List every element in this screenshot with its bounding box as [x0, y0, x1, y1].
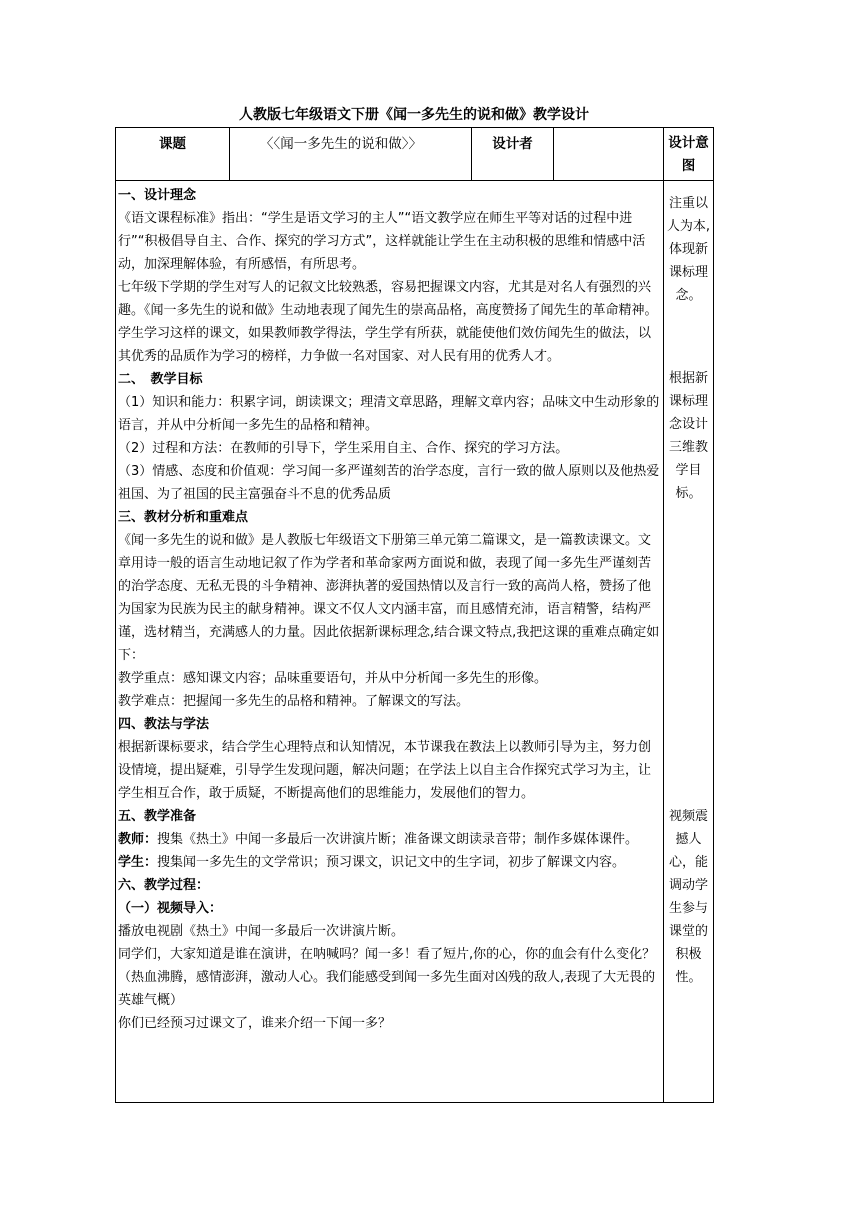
student-label: 学生： — [118, 855, 158, 870]
intent-note: 视频震撼人心，能调动学生参与课堂的积极性。 — [668, 809, 708, 985]
paragraph — [118, 851, 661, 874]
paragraph: （1）知识和能力：积累字词，朗读课文；理清文章思路，理解文章内容；品味文中生动形象的语言，并从中分析闻一多先生的品格和精神。 — [118, 395, 660, 433]
paragraph: 根据新课标要求，结合学生心理特点和认知情况，本节课我在教法上以教师引导为主，努力创设情境，提出疑难，引导学生发现问题，解决问题；在学法上以自主合作探究式学习为主，让学生相互合作，敢于质疑，不断提高他们的思维能力，发展他们的智力。 — [118, 740, 652, 801]
intent-note: 根据新课标理念设计三维教学目标。 — [668, 371, 708, 501]
main-content — [116, 181, 664, 1103]
paragraph: 《语文课程标准》指出：“学生是语文学习的主人”“语文教学应在师生平等对话的过程中进行”“积极倡导自主、合作、探究的学习方式”，这样就能让学生在主动积极的思维和情感中活动，加深理解体验，有所感悟，有所思考。 — [118, 211, 646, 272]
paragraph: 《闻一多先生的说和做》是人教版七年级语文下册第三单元第二篇课文，是一篇教读课文。文章用诗一般的语言生动地记叙了作为学者和革命家两方面说和做，表现了闻一多先生严谨刻苦的治学态度、无私无畏的斗争精神、澎湃执著的爱国热情以及言行一致的高尚人格，赞扬了他为国家为民族为民主的献身精神。课文不仅人文内涵丰富，而且感情充沛，语言精警，结构严谨，选材精当，充满感人的力量。因此依据新课标理念,结合课文特点,我把这课的重难点确定如下： — [118, 533, 660, 663]
topic-value: 〈〈闻一多先生的说和做〉〉 — [230, 128, 472, 181]
paragraph: 教学难点：把握闻一多先生的品格和精神。了解课文的写法。 — [118, 694, 470, 709]
paragraph: （3）情感、态度和价值观：学习闻一多严谨刻苦的治学态度，言行一致的做人原则以及他热爱祖国、为了祖国的民主富强奋斗不息的优秀品质 — [118, 464, 660, 502]
subsection-title: （一）视频导入： — [118, 901, 223, 916]
intent-column — [664, 181, 714, 1103]
section-title: 五、教学准备 — [118, 809, 197, 824]
section-title: 三、教材分析和重难点 — [118, 510, 249, 525]
designer-value — [554, 128, 664, 181]
intent-note: 注重以人为本,体现新课标理念。 — [666, 196, 711, 303]
header-row — [116, 128, 714, 181]
section-title: 六、教学过程： — [118, 878, 210, 893]
topic-label: 课题 — [116, 128, 230, 181]
page-title: 人教版七年级语文下册《闻一多先生的说和做》教学设计 — [239, 107, 589, 123]
section-title: 二、 教学目标 — [118, 372, 203, 387]
paragraph — [118, 828, 661, 851]
intent-label: 设计意图 — [664, 128, 714, 181]
paragraph: 教学重点：感知课文内容；品味重要语句，并从中分析闻一多先生的形像。 — [118, 671, 548, 686]
paragraph: （2）过程和方法：在教师的引导下，学生采用自主、合作、探究的学习方法。 — [118, 441, 569, 456]
lesson-plan-table — [115, 127, 714, 1103]
paragraph: 你们已经预习过课文了，谁来介绍一下闻一多？ — [118, 1016, 392, 1031]
section-title: 四、教法与学法 — [118, 717, 210, 732]
teacher-label: 教师： — [118, 832, 158, 847]
section-title: 一、设计理念 — [118, 188, 197, 203]
content-row — [116, 181, 714, 1103]
paragraph: 同学们，大家知道是谁在演讲，在呐喊吗？闻一多！看了短片,你的心，你的血会有什么变化？（热血沸腾，感情澎湃，激动人心。我们能感受到闻一多先生面对凶残的敌人,表现了大无畏的英雄气概） — [118, 947, 656, 1008]
paragraph: 七年级下学期的学生对写人的记叙文比较熟悉，容易把握课文内容，尤其是对名人有强烈的兴趣。《闻一多先生的说和做》生动地表现了闻先生的崇高品格，高度赞扬了闻先生的革命精神。学生学习这样的课文，如果教师教学得法，学生学有所获，就能使他们效仿闻先生的做法，以其优秀的品质作为学习的榜样，力争做一名对国家、对人民有用的优秀人才。 — [118, 280, 658, 364]
designer-label: 设计者 — [472, 128, 554, 181]
student-text: 搜集闻一多先生的文学常识；预习课文，识记文中的生字词，初步了解课文内容。 — [157, 855, 626, 870]
paragraph: 播放电视剧《热土》中闻一多最后一次讲演片断。 — [118, 924, 405, 939]
teacher-text: 搜集《热土》中闻一多最后一次讲演片断；准备课文朗读录音带；制作多媒体课件。 — [157, 832, 639, 847]
